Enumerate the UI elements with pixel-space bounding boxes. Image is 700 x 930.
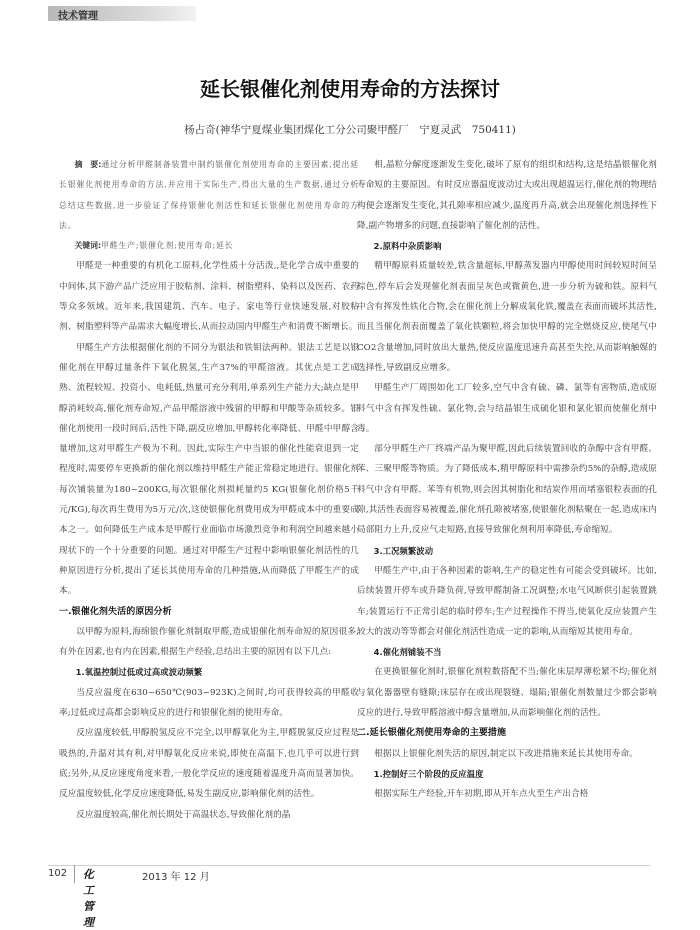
subsection-heading: 3.工况频繁波动 xyxy=(373,545,434,556)
abstract-text: 通过分析甲醛制备装置中制约银催化剂使用寿命的主要因素,提出延长银催化剂使用寿命的方法,并应用于实际生产,得出大量的生产数据,通过分析总结这些数据,进一步验证了保持银催化剂活性和延长银催化剂使用寿命的方法。 xyxy=(59,160,359,230)
subsection-heading: 4.催化剂铺装不当 xyxy=(373,647,442,658)
paragraph: 反应温度较高,催化剂长期处于高温状态,导致催化剂的晶 xyxy=(76,809,291,820)
abstract xyxy=(59,155,359,236)
paragraph: 以甲醇为原料,海绵银作催化剂制取甲醛,造成银催化剂寿命短的原因很多,有外在因素,也有内在因素,根据生产经验,总结出主要的原因有以下几点: xyxy=(59,626,359,658)
section-tab xyxy=(48,6,196,21)
paragraph: 甲醛生产方法根据催化剂的不同分为银法和铁钼法两种。银法工艺是以银催化剂在甲醇过量条件下氧化脱氢,生产37%的甲醛溶液。其优点是工艺成熟、流程较短、投资小、电耗低,热量可充分利用,单系列生产能力大;缺点是甲醇消耗较高,催化剂寿命短,产品甲醛溶液中残留的甲醇和甲酸等杂质较多。银催化剂使用一段时间后,活性下降,副反应增加,甲醇转化率降低、甲醛中甲醇含量增加,这对甲醛生产极为不利。因此,实际生产中当银的催化性能衰退到一定程度时,需要停车更换新的催化剂以维持甲醛生产能正常稳定地进行。银催化剂每次铺装量为180~200KG,每次银催化剂损耗量约5 KG(银催化剂价格5千元/KG),每次再生费用为5万元/次,这使银催化剂费用成为甲醛成本中的重要成本之一。如何降低生产成本是甲醛行业面临市场激烈竞争和利润空间越来越小现状下的一个十分重要的问题。通过对甲醛生产过程中影响银催化剂活性的几种原因进行分析,提出了延长其使用寿命的几种措施,从而降低了甲醛生产的成本。 xyxy=(59,342,359,597)
paragraph: 甲醛是一种重要的有机化工原料,化学性质十分活泼,,是化学合成中重要的中间体,其下游产品广泛应用于胶粘剂、涂料、树脂塑料、染料以及医药、农药等众多领域。近年来,我国建筑、汽车、电子、家电等行业快速发展,对胶粘剂、树脂塑料等产品需求大幅度增长,从而拉动国内甲醛生产和消费不断增长。 xyxy=(59,261,359,333)
article-title: 延长银催化剂使用寿命的方法探讨 xyxy=(200,77,500,101)
left-column xyxy=(59,155,359,825)
issue-date: 2013 年 12 月 xyxy=(142,872,210,883)
keywords-label: 关键词: xyxy=(74,241,102,251)
section-heading: 二.延长银催化剂使用寿命的主要措施 xyxy=(357,728,507,739)
paragraph: 相,晶粒分解度逐渐发生变化,破坏了原有的组织和结构,这是结晶银催化剂寿命短的主要原因。有时反应器温度波动过大或出现超温运行,催化剂的物理结构便会逐渐发生变化,其孔隙率相应减少,温度再升高,就会出现催化剂选择性下降,副产物增多的问题,直接影响了催化剂的活性。 xyxy=(357,160,657,231)
paragraph: 精甲醇原料质量较差,铁含量超标,甲醇蒸发器内甲醇使用时间较短时间呈棕色,停车后会发现催化剂表面呈灰色或微黄色,进一步分析为硫和铁。原料气中含有挥发性铁化合物,会在催化剂上分解成氧化铁,覆盖在表面而破坏其活性,而且当催化剂表面覆盖了氧化铁颗粒,将会加快甲醇的完全燃烧反应,使尾气中CO2含量增加,同时放出大量热,使反应温度迅速升高甚至失控,从而影响触媒的选择性,导致副反应增多。 xyxy=(357,261,657,373)
paragraph: 当反应温度在630~650℃(903~923K)之间时,均可获得较高的甲醛收率;过低或过高都会影响反应的进行和银催化剂的使用寿命。 xyxy=(59,687,359,719)
paragraph: 甲醛生产厂周围如化工厂较多,空气中含有硫、磷、氯等有害物质,造成原料气中含有挥发性硫、氯化物,会与结晶银生成硫化银和氯化银而使催化剂中毒。 xyxy=(357,383,657,434)
keywords xyxy=(59,236,359,256)
section-heading: 一.银催化剂失活的原因分析 xyxy=(59,606,172,617)
article-author: 杨占奇(神华宁夏煤业集团煤化工分公司聚甲醛厂 宁夏灵武 750411) xyxy=(184,124,516,136)
paragraph: 根据以上银催化剂失活的原因,制定以下改进措施来延长其使用寿命。 xyxy=(374,748,638,759)
abstract-label: 摘 要: xyxy=(74,160,102,169)
footer-divider xyxy=(48,865,650,866)
paragraph: 根据实际生产经验,开车初期,即从开车点火至生产出合格 xyxy=(374,789,589,800)
paragraph: 甲醛生产中,由于各种因素的影响,生产的稳定性有可能会受到破坏。比如,后续装置开停车或升降负荷,导致甲醛制备工况调整;水电气风断供引起装置跳车;装置运行不正常引起的临时停车;生产过程操作不得当,使氧化反应装置产生较大的波动等等都会对催化剂活性造成一定的影响,从而缩短其使用寿命。 xyxy=(357,565,657,637)
subsection-heading: 1.控制好三个阶段的反应温度 xyxy=(373,768,484,779)
subsection-heading: 1.氧温控制过低或过高或波动频繁 xyxy=(75,667,203,678)
page-number: 102 xyxy=(48,868,68,879)
paragraph: 部分甲醛生产厂终端产品为聚甲醛,因此后续装置回收的杂醇中含有甲醛、苯、三聚甲醛等物质。为了降低成本,精甲醇原料中需掺杂约5%的杂醇,造成原料气中含有甲醛、苯等有机物,则会因其树脂化和结炭作用而堵塞银粒表面的孔隙,其活性表面容易被覆盖,催化剂孔隙被堵塞,使银催化剂粘聚在一起,造成床内局部阻力上升,反应气走短路,直接导致催化剂利用率降低,寿命缩短。 xyxy=(357,444,657,536)
footer-separator xyxy=(74,865,75,883)
paragraph: 在更换银催化剂时,银催化剂粒数搭配不当;催化床层厚薄松紧不均;催化剂与氧化器器壁有缝隙;床层存在或出现裂缝、塌陷;银催化剂数量过少都会影响反应的进行,导致甲醛溶液中醇含量增加,从而影响催化剂的活性。 xyxy=(357,667,657,719)
paragraph: 反应温度较低,甲醇脱氢反应不完全,以甲醇氧化为主,甲醛脱氢反应过程是吸热的,升温对其有利,对甲醇氧化反应来说,即使在高温下,也几乎可以进行到底;另外,从反应速度角度来看,一般化学反应的速度随着温度升高而显著加快。反应温度较低,化学反应速度降低,易发生副反应,影响催化剂的活性。 xyxy=(59,728,359,800)
right-column xyxy=(357,155,657,805)
subsection-heading: 2.原料中杂质影响 xyxy=(373,241,442,252)
keywords-text: 甲醛生产;银催化剂;使用寿命;延长 xyxy=(101,241,234,251)
magazine-logo: 化工管理 xyxy=(83,868,94,929)
section-label: 技术管理 xyxy=(58,11,98,22)
